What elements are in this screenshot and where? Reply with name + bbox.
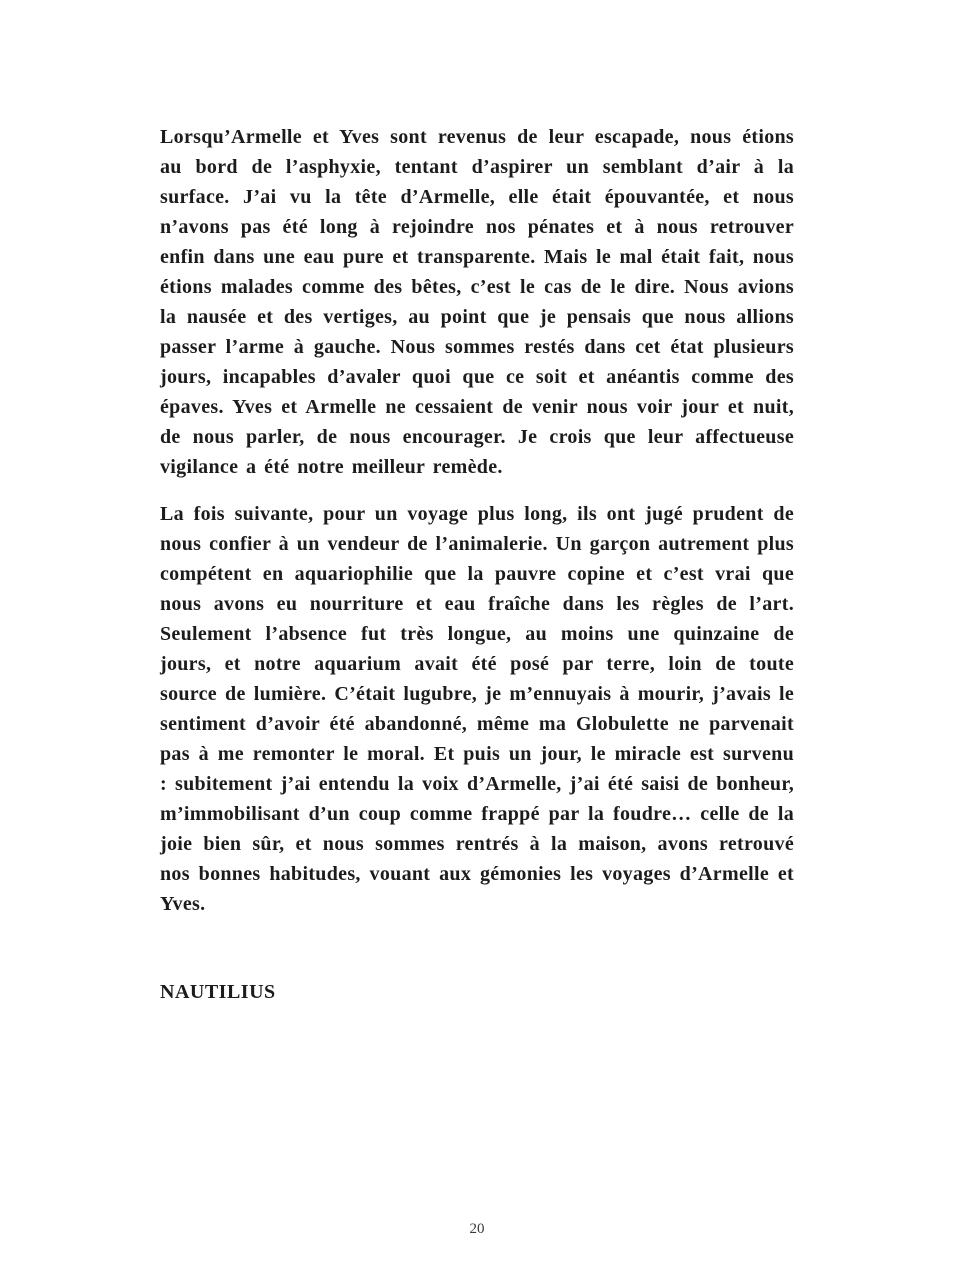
body-text [160, 122, 794, 919]
page-number: 20 [469, 1221, 485, 1237]
signature: NAUTILIUS [160, 981, 276, 1003]
paragraph-1: Lorsqu’Armelle et Yves sont revenus de leur escapade, nous étions au bord de l’asphyxie, tentant d’aspirer un semblant d’air à la surface. J’ai vu la tête d’Armelle, elle était épouvantée, et nous n’avons pas été long à rejoindre nos pénates et à nous retrouver enfin dans une eau pure et transparente. Mais le mal était fait, nous étions malades comme des bêtes, c’est le cas de le dire. Nous avions la nausée et des vertiges, au point que je pensais que nous allions passer l’arme à gauche. Nous sommes restés dans cet état plusieurs jours, incapables d’avaler quoi que ce soit et anéantis comme des épaves. Yves et Armelle ne cessaient de venir nous voir jour et nuit, de nous parler, de nous encourager. Je crois que leur affectueuse vigilance a été notre meilleur remède. [160, 126, 794, 478]
paragraph-2: La fois suivante, pour un voyage plus long, ils ont jugé prudent de nous confier à un vendeur de l’animalerie. Un garçon autrement plus compétent en aquariophilie que la pauvre copine et c’est vrai que nous avons eu nourriture et eau fraîche dans les règles de l’art. Seulement l’absence fut très longue, au moins une quinzaine de jours, et notre aquarium avait été posé par terre, loin de toute source de lumière. C’était lugubre, je m’ennuyais à mourir, j’avais le sentiment d’avoir été abandonné, même ma Globulette ne parvenait pas à me remonter le moral. Et puis un jour, le miracle est survenu : subitement j’ai entendu la voix d’Armelle, j’ai été saisi de bonheur, m’immobilisant d’un coup comme frappé par la foudre… celle de la joie bien sûr, et nous sommes rentrés à la maison, avons retrouvé nos bonnes habitudes, vouant aux gémonies les voyages d’Armelle et Yves. [160, 503, 794, 915]
